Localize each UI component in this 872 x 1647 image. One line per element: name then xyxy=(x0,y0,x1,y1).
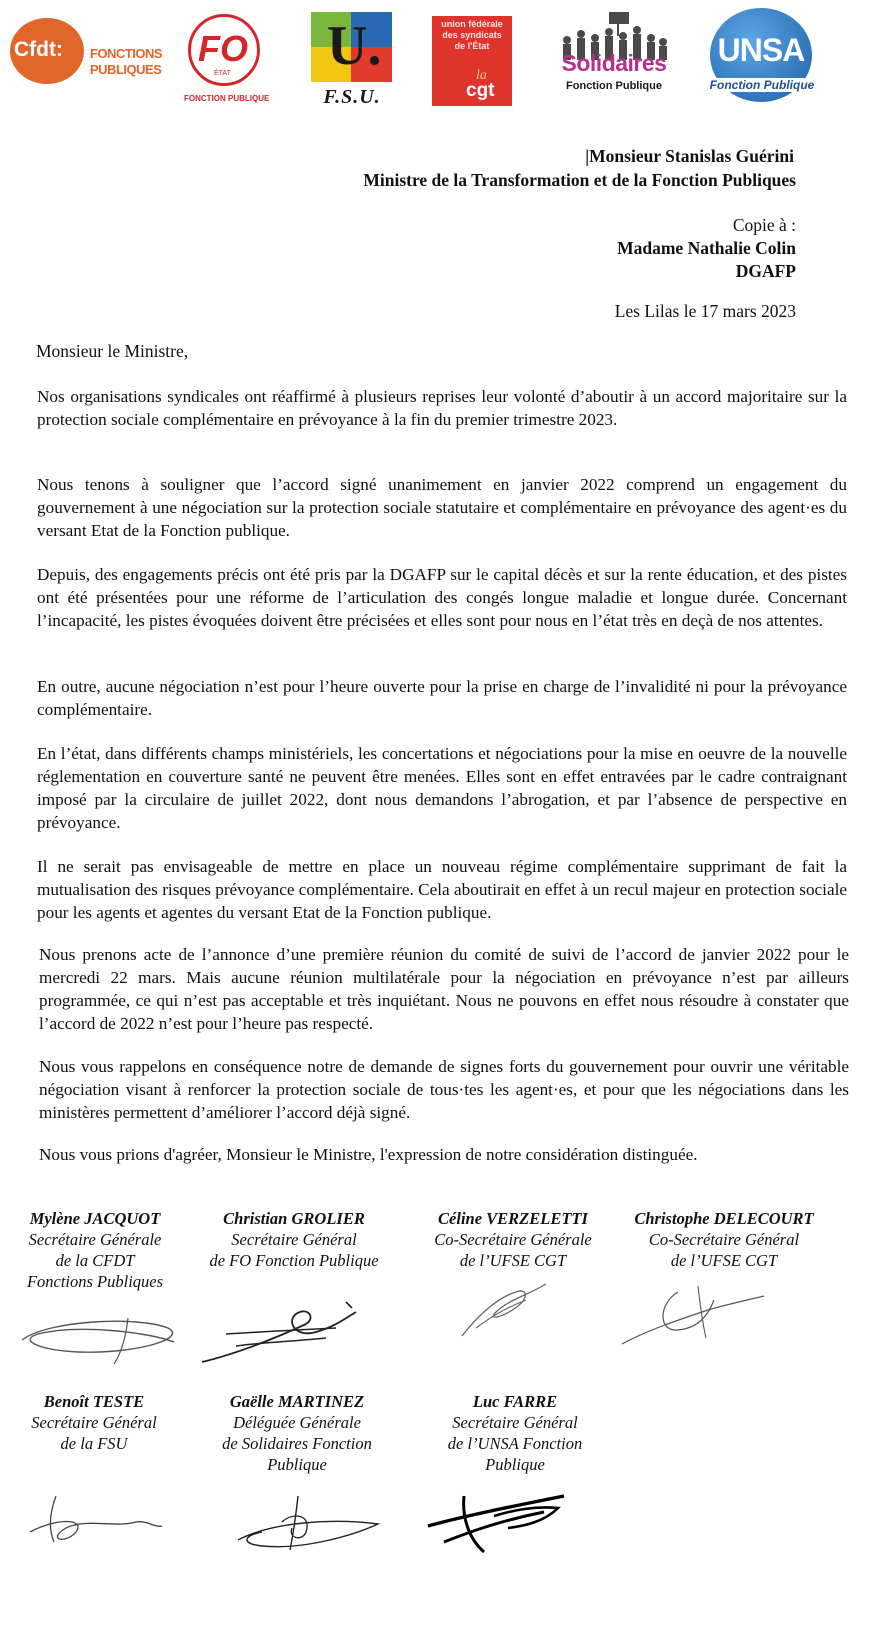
signatory-delecourt xyxy=(622,1208,826,1271)
signatory-farre xyxy=(428,1391,602,1475)
paragraph-9: Nous vous prions d'agréer, Monsieur le Ministre, l'expression de notre considération distinguée. xyxy=(39,1145,698,1164)
paragraph-3: Depuis, des engagements précis ont été pris par la DGAFP sur le capital décès et sur la rente éducation, et des pistes ont été présentées pour une réforme de l’articulation des congés longue maladie et longue durée. Concernant l’incapacité, les pistes évoquées doivent être précisées et elles sont pour nous en l’état très en deçà de nos attentes. xyxy=(37,565,847,630)
signatory-role: Déléguée Générale xyxy=(233,1413,361,1432)
fo-logo-mark: FO xyxy=(198,28,248,69)
paragraph-5: En l’état, dans différents champs ministériels, les concertations et négociations pour la mise en oeuvre de la nouvelle réglementation en couverture santé ne peuvent être menées. Elles sont en effet entravées par le cadre contraignant imposé par la circulaire de juillet 2022, dont nous demandons l’abrogation, et par l’absence de perspective en prévoyance. xyxy=(37,744,847,832)
signatory-name: Gaëlle MARTINEZ xyxy=(229,1392,365,1411)
signature-delecourt xyxy=(618,1280,768,1350)
signatory-jacquot xyxy=(4,1208,186,1292)
paragraph-8: Nous vous rappelons en conséquence notre de demande de signes forts du gouvernement pour ouvrir une véritable négociation visant à renforcer la protection sociale de tous·tes les agent·es, et pour que les négociations dans les ministères permettent d’améliorer l’accord déjà signé. xyxy=(39,1057,849,1122)
signatory-role: Co-Secrétaire Général xyxy=(648,1230,800,1249)
cgt-logo-line3: de l'État xyxy=(454,41,490,51)
cgt-logo xyxy=(432,16,512,106)
signatory-org-2: Publique xyxy=(267,1455,327,1474)
signatory-org: de FO Fonction Publique xyxy=(209,1251,379,1270)
signatory-org: de l’UFSE CGT xyxy=(459,1251,567,1270)
cgt-logo-line1: union fédérale xyxy=(441,19,503,29)
fo-logo-small: ÉTAT xyxy=(214,70,231,77)
fsu-logo xyxy=(311,12,393,110)
signature-teste xyxy=(26,1488,166,1548)
copy-label: Copie à : xyxy=(732,215,796,235)
signatory-role: Secrétaire Général xyxy=(231,1230,357,1249)
cfdt-logo xyxy=(10,18,163,84)
paragraph-6: Il ne serait pas envisageable de mettre en place un nouveau régime complémentaire supprimant de fait la mutualisation des risques prévoyance complémentaire. Cela aboutirait en effet à un recul majeur en protection sociale pour les agents et agentes du versant Etat de la Fonction publique. xyxy=(37,857,847,922)
signatory-org: de Solidaires Fonction xyxy=(222,1434,372,1453)
cgt-logo-script: la xyxy=(476,68,487,83)
letter-date: Les Lilas le 17 mars 2023 xyxy=(614,301,796,321)
paragraph-1: Nos organisations syndicales ont réaffirmé à plusieurs reprises leur volonté d’aboutir à un accord majoritaire sur la protection sociale complémentaire en prévoyance à la fin du premier trimestre 2023. xyxy=(37,387,847,429)
signatory-name: Christophe DELECOURT xyxy=(634,1209,814,1228)
signatory-org: de la CFDT xyxy=(55,1251,135,1270)
signature-grolier xyxy=(196,1298,366,1368)
recipient-name: |Monsieur Stanislas Guérini xyxy=(585,146,794,166)
fo-logo-caption: FONCTION PUBLIQUE xyxy=(184,94,270,103)
signatory-role: Co-Secrétaire Générale xyxy=(434,1230,592,1249)
paragraph-4: En outre, aucune négociation n’est pour l’heure ouverte pour la prise en charge de l’invalidité ni pour la prévoyance complémentaire. xyxy=(37,677,847,719)
paragraph-2: Nous tenons à souligner que l’accord signé unanimement en janvier 2022 comprend un engagement du gouvernement à une négociation sur la protection sociale statutaire et complémentaire en prévoyance des agent·es du versant Etat de la Fonction publique. xyxy=(37,475,847,540)
signatory-teste xyxy=(10,1391,178,1454)
signatory-martinez xyxy=(202,1391,392,1475)
signatory-role: Secrétaire Générale xyxy=(28,1230,162,1249)
signatory-org-2: Publique xyxy=(485,1455,545,1474)
signatory-name: Christian GROLIER xyxy=(223,1209,365,1228)
cfdt-logo-text2: PUBLIQUES xyxy=(90,62,162,77)
cgt-logo-line2: des syndicats xyxy=(442,30,502,40)
cfdt-logo-text1: FONCTIONS xyxy=(90,46,163,61)
signatory-verzeletti xyxy=(418,1208,608,1271)
signatory-org: de l’UFSE CGT xyxy=(670,1251,778,1270)
cfdt-logo-mark: Cfdt: xyxy=(14,38,63,61)
signatory-name: Luc FARRE xyxy=(472,1392,558,1411)
unsa-logo-caption: Fonction Publique xyxy=(704,78,820,92)
copy-org: DGAFP xyxy=(735,261,796,281)
signatory-name: Benoît TESTE xyxy=(43,1392,145,1411)
signatory-org: de l’UNSA Fonction xyxy=(447,1434,583,1453)
unsa-logo xyxy=(704,8,820,108)
solidaires-logo-caption: Fonction Publique xyxy=(566,80,662,92)
signatory-name: Mylène JACQUOT xyxy=(29,1209,161,1228)
signature-verzeletti xyxy=(456,1278,556,1342)
signatory-org-2: Fonctions Publiques xyxy=(26,1272,164,1291)
cgt-logo-mark: cgt xyxy=(466,80,495,101)
solidaires-logo xyxy=(553,10,675,100)
fo-logo xyxy=(184,14,268,106)
signature-martinez xyxy=(232,1492,382,1554)
signature-jacquot xyxy=(18,1306,178,1366)
solidaires-logo-mark: Solidaires xyxy=(561,50,667,76)
unsa-logo-mark: UNSA xyxy=(717,32,805,68)
recipient-title: Ministre de la Transformation et de la Fonction Publiques xyxy=(363,170,796,190)
fsu-logo-mark: U. xyxy=(327,15,382,77)
paragraph-7: Nous prenons acte de l’annonce d’une première réunion du comité de suivi de l’accord de janvier 2022 pour le mercredi 22 mars. Mais aucune réunion multilatérale pour la négociation en prévoyance n’est par ailleurs programmée, ce qui n’est pas acceptable et très inquiétant. Nous ne pouvons en effet nous résoudre à constater que l’accord de 2022 n’est pour l’heure pas respecté. xyxy=(39,945,849,1033)
salutation: Monsieur le Ministre, xyxy=(36,341,189,361)
copy-name: Madame Nathalie Colin xyxy=(617,238,796,258)
signatory-role: Secrétaire Général xyxy=(452,1413,578,1432)
signature-farre xyxy=(424,1486,574,1556)
fsu-logo-caption: F.S.U. xyxy=(323,86,381,108)
signatory-role: Secrétaire Général xyxy=(31,1413,157,1432)
signatory-name: Céline VERZELETTI xyxy=(438,1209,588,1228)
signatory-org: de la FSU xyxy=(60,1434,128,1453)
signatory-grolier xyxy=(196,1208,392,1271)
